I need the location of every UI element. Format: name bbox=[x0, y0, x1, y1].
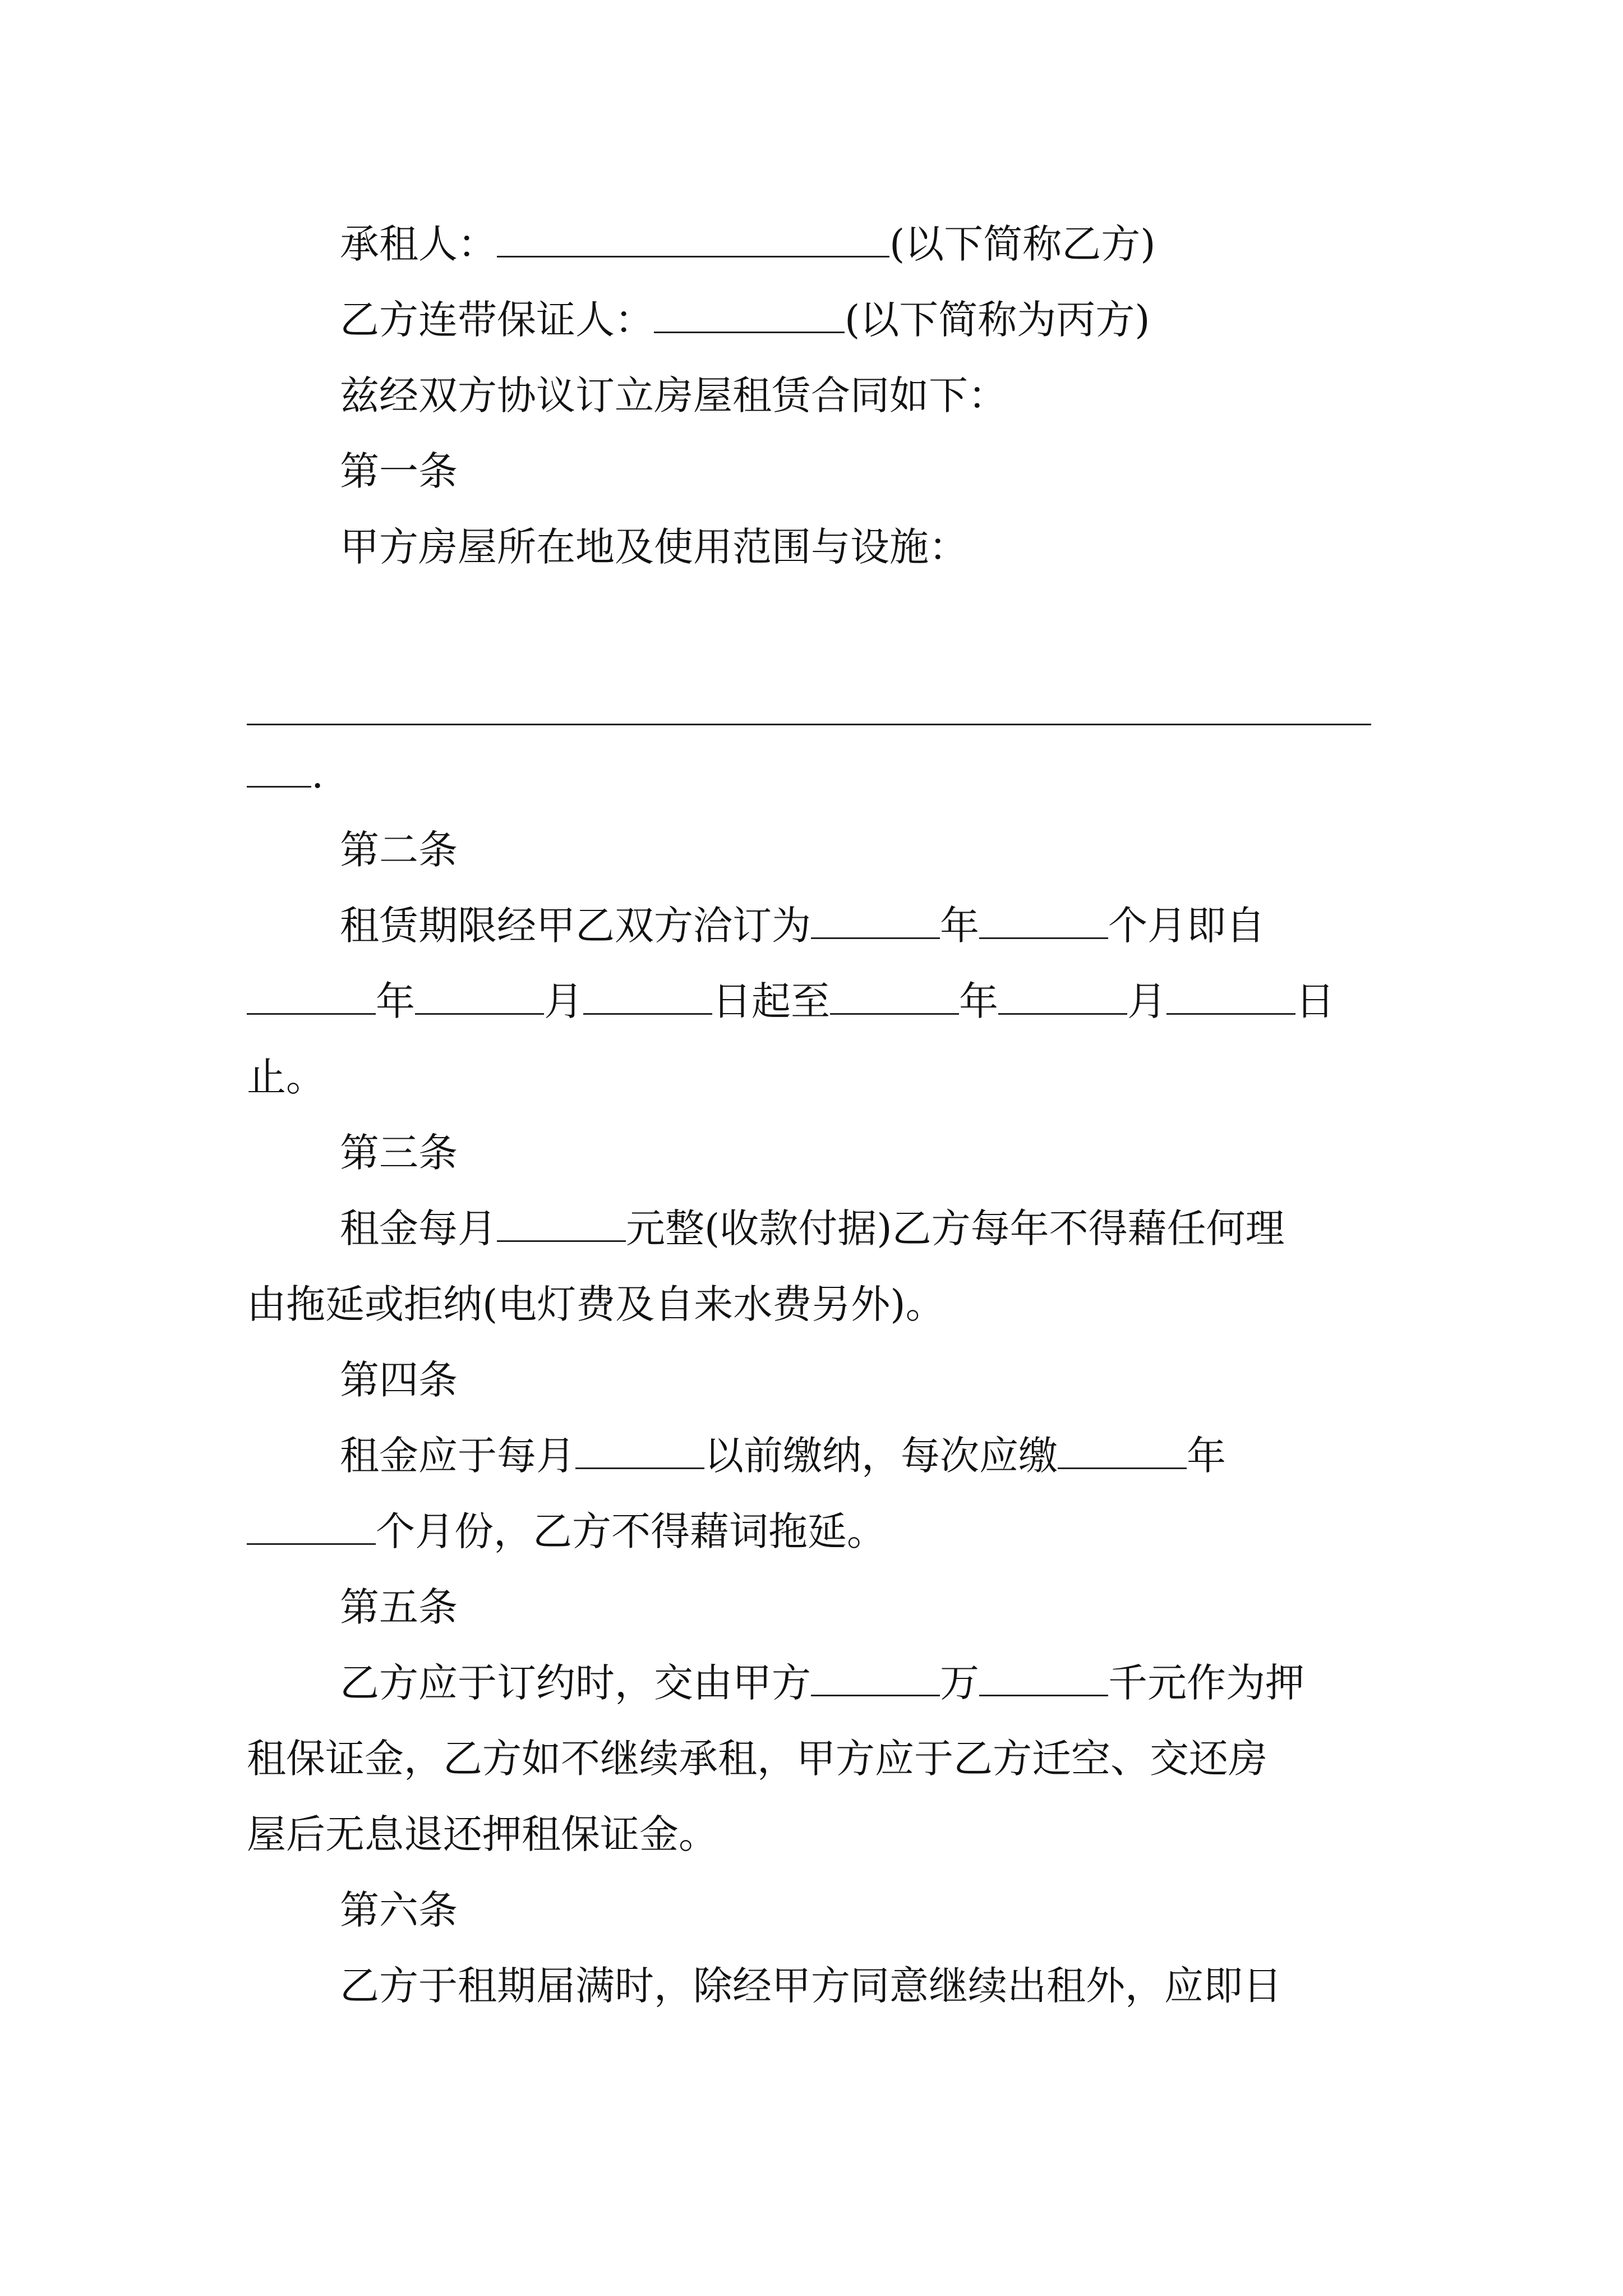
deposit-continuation-1: 租保证金，乙方如不继续承租，甲方应于乙方迁空、交还房 bbox=[247, 1736, 1267, 1782]
article-2-heading: 第二条 bbox=[340, 827, 458, 873]
start-day-label: 日起至 bbox=[712, 978, 830, 1024]
payment-text: 以前缴纳，每次应缴 bbox=[704, 1433, 1058, 1479]
lease-months-blank[interactable] bbox=[979, 903, 1108, 939]
payment-continuation bbox=[247, 1506, 886, 1557]
deposit-text: 乙方应于订约时，交由甲方 bbox=[340, 1660, 811, 1706]
deposit-thousands-blank[interactable] bbox=[979, 1660, 1108, 1696]
rent-label: 租金每月 bbox=[340, 1205, 497, 1251]
tenant-blank[interactable] bbox=[497, 221, 889, 257]
property-location-blank[interactable] bbox=[247, 724, 1371, 725]
deposit-ten-thousands-blank[interactable] bbox=[811, 1660, 940, 1696]
rent-continuation: 由拖延或拒纳(电灯费及自来水费另外)。 bbox=[247, 1281, 945, 1327]
article-3-heading: 第三条 bbox=[340, 1130, 458, 1176]
lease-years-blank[interactable] bbox=[811, 903, 940, 939]
rent-line bbox=[340, 1203, 1285, 1254]
months-from-label: 个月即自 bbox=[1108, 903, 1265, 949]
property-location-blank-end bbox=[247, 749, 324, 799]
payment-years-blank[interactable] bbox=[1058, 1433, 1187, 1469]
rent-text: 元整(收款付据)乙方每年不得藉任何理 bbox=[626, 1205, 1285, 1251]
article-1-heading: 第一条 bbox=[340, 448, 458, 494]
guarantor-label: 乙方连带保证人： bbox=[340, 297, 654, 343]
deposit-line bbox=[340, 1658, 1304, 1708]
start-month-label: 月 bbox=[544, 978, 583, 1024]
lease-dates-line bbox=[247, 976, 1335, 1027]
end-year-blank[interactable] bbox=[830, 978, 959, 1015]
end-month-label: 月 bbox=[1127, 978, 1166, 1024]
payment-label: 租金应于每月 bbox=[340, 1433, 575, 1479]
guarantor-blank[interactable] bbox=[654, 297, 845, 333]
lease-expiry-text: 乙方于租期届满时，除经甲方同意继续出租外，应即日 bbox=[340, 1963, 1282, 2009]
period: . bbox=[311, 751, 324, 797]
end-day-blank[interactable] bbox=[1166, 978, 1295, 1015]
lease-term-text: 租赁期限经甲乙双方洽订为 bbox=[340, 903, 811, 949]
tenant-suffix: (以下简称乙方) bbox=[889, 221, 1156, 267]
property-location-blank-tail[interactable] bbox=[247, 751, 311, 788]
start-year-label: 年 bbox=[376, 978, 415, 1024]
agreement-intro: 兹经双方协议订立房屋租赁合同如下： bbox=[340, 372, 1007, 418]
deposit-continuation-2: 屋后无息退还押租保证金。 bbox=[247, 1811, 718, 1857]
end-month-blank[interactable] bbox=[998, 978, 1127, 1015]
start-year-blank[interactable] bbox=[247, 978, 376, 1015]
payment-months-blank[interactable] bbox=[247, 1508, 376, 1545]
wan-label: 万 bbox=[940, 1660, 979, 1706]
start-day-blank[interactable] bbox=[583, 978, 712, 1015]
tenant-label: 承租人： bbox=[340, 221, 497, 267]
property-location-text: 甲方房屋所在地及使用范围与设施： bbox=[340, 524, 968, 570]
payment-line bbox=[340, 1430, 1226, 1481]
start-month-blank[interactable] bbox=[415, 978, 544, 1015]
article-4-heading: 第四条 bbox=[340, 1357, 458, 1403]
guarantor-suffix: (以下简称为丙方) bbox=[845, 297, 1150, 343]
payment-continuation-text: 个月份，乙方不得藉词拖延。 bbox=[376, 1508, 886, 1554]
end-day-label: 日 bbox=[1295, 978, 1335, 1024]
payment-date-blank[interactable] bbox=[575, 1433, 704, 1469]
payment-year-label: 年 bbox=[1187, 1433, 1226, 1479]
monthly-rent-blank[interactable] bbox=[497, 1205, 626, 1242]
year-label: 年 bbox=[940, 903, 979, 949]
guarantor-line bbox=[340, 295, 1150, 345]
lease-term-line bbox=[340, 900, 1265, 951]
deposit-suffix: 千元作为押 bbox=[1108, 1660, 1304, 1706]
end-year-label: 年 bbox=[959, 978, 998, 1024]
article-6-heading: 第六条 bbox=[340, 1887, 458, 1933]
article-5-heading: 第五条 bbox=[340, 1584, 458, 1630]
lease-dates-end: 止。 bbox=[247, 1054, 325, 1100]
tenant-line bbox=[340, 219, 1156, 269]
